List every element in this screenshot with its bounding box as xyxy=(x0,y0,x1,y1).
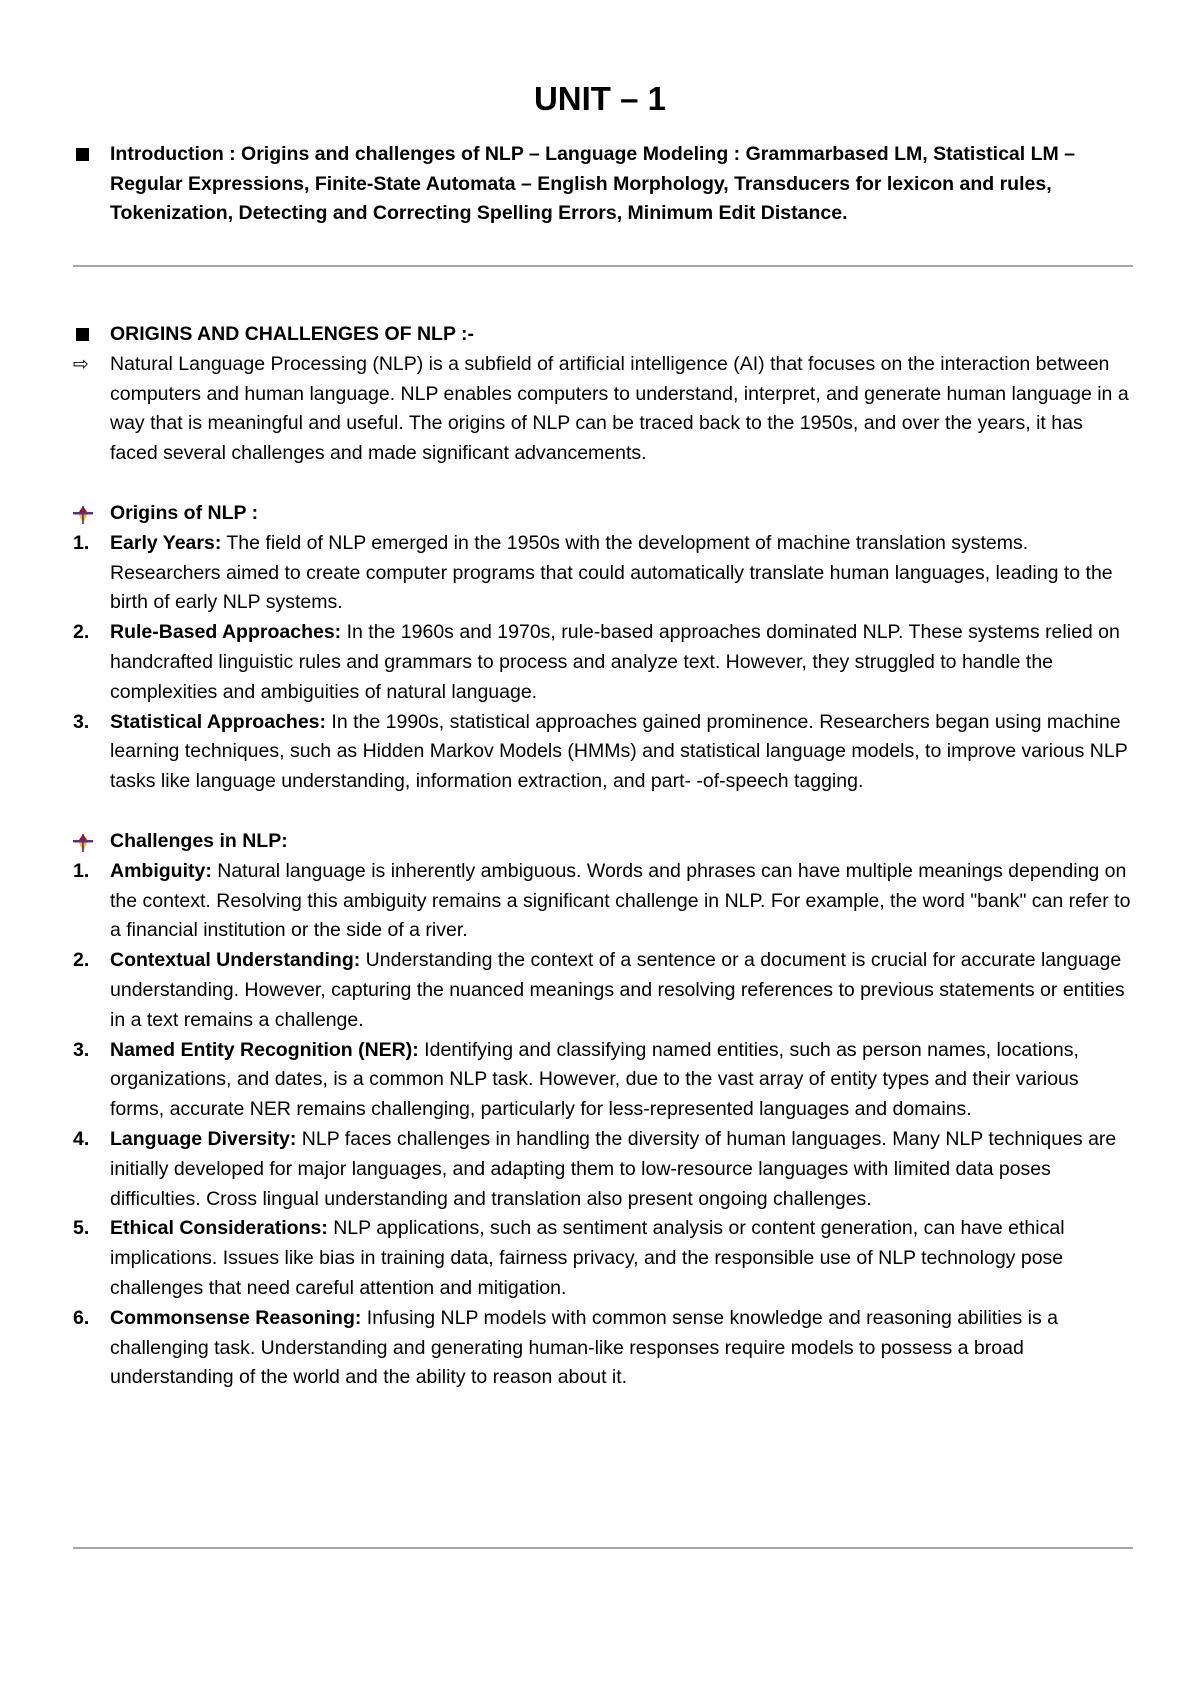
intro-paragraph: Natural Language Processing (NLP) is a subfield of artificial intelligence (AI) that focuses on the interaction between computers and human language. NLP enables computers to understand, interpret, and generate human language in a way that is meaningful and useful. The origins of NLP can be traced back to the 1950s, and over the years, it has faced several challenges and made significant advancements. xyxy=(110,352,1129,465)
origins-heading: Origins of NLP : xyxy=(110,501,259,524)
challenges-heading: Challenges in NLP: xyxy=(110,829,288,852)
pushpin-bullet-icon xyxy=(73,834,93,852)
list-item-text: In the 1960s and 1970s, rule-based approaches dominated NLP. These systems relied on handcrafted linguistic rules and grammars to process and analyze text. However, they struggled to handle the complexities and ambiguities of natural language. xyxy=(110,621,1120,703)
pushpin-bullet-icon xyxy=(73,506,93,524)
list-item-term: Ambiguity: xyxy=(110,859,212,882)
intro-paragraph-row xyxy=(73,350,1135,469)
list-item-text: Identifying and classifying named entities, such as person names, locations, organizations, and dates, is a common NLP task. However, due to the vast array of entity types and their various forms, accurate NER remains challenging, particularly for less-represented languages and domains. xyxy=(110,1038,1079,1121)
list-item-term: Contextual Understanding: xyxy=(110,949,361,972)
challenges-heading-row xyxy=(73,827,1135,857)
list-item-term: Named Entity Recognition (NER): xyxy=(110,1038,419,1061)
list-item-text: The field of NLP emerged in the 1950s with the development of machine translation systems. Researchers aimed to create computer programs that could automatically translate human languages, leading to the birth of early NLP systems. xyxy=(110,531,1113,614)
origins-list xyxy=(73,529,1135,797)
section-heading: ORIGINS AND CHALLENGES OF NLP :- xyxy=(110,323,475,345)
list-item-text: Natural language is inherently ambiguous. Words and phrases can have multiple meanings depending on the context. Resolving this ambiguity remains a significant challenge in NLP. For example, the word "bank" can refer to a financial institution or the side of a river. xyxy=(110,859,1131,942)
list-item-text: In the 1990s, statistical approaches gained prominence. Researchers began using machine learning techniques, such as Hidden Markov Models (HMMs) and statistical language models, to improve various NLP tasks like language understanding, information extraction, and part- -of-speech tagging. xyxy=(110,710,1128,793)
list-item-text: NLP applications, such as sentiment analysis or content generation, can have ethical implications. Issues like bias in training data, fairness privacy, and the responsible use of NLP technology pose challenges that need careful attention and mitigation. xyxy=(110,1217,1065,1299)
list-item xyxy=(73,1214,1135,1303)
syllabus-text: Introduction : Origins and challenges of NLP – Language Modeling : Grammarbased LM, Statistical LM – Regular Expressions, Finite-State Automata – English Morphology, Transducers for lexicon and rules, Tokenization, Detecting and Correcting Spelling Errors, Minimum Edit Distance. xyxy=(110,143,1076,224)
origins-heading-row xyxy=(73,499,1135,529)
list-item xyxy=(73,1036,1135,1125)
list-item-number: 3. xyxy=(73,1038,90,1061)
square-bullet-icon xyxy=(76,148,89,161)
list-item-number: 6. xyxy=(73,1306,90,1329)
horizontal-rule-bottom xyxy=(73,1547,1133,1549)
list-item xyxy=(73,1304,1135,1393)
list-item xyxy=(73,1125,1135,1214)
list-item xyxy=(73,946,1135,1035)
list-item xyxy=(73,618,1135,707)
list-item-number: 1. xyxy=(73,531,90,554)
list-item-term: Language Diversity: xyxy=(110,1127,297,1150)
list-item-number: 3. xyxy=(73,710,90,733)
list-item-text: Infusing NLP models with common sense knowledge and reasoning abilities is a challenging task. Understanding and generating human-like responses require models to possess a broad understanding of the world and the ability to reason about it. xyxy=(110,1306,1059,1389)
list-item xyxy=(73,857,1135,946)
section-heading-row xyxy=(73,320,1135,350)
list-item-term: Commonsense Reasoning: xyxy=(110,1306,362,1329)
list-item xyxy=(73,708,1135,797)
list-item-term: Ethical Considerations: xyxy=(110,1217,328,1240)
square-bullet-icon xyxy=(76,328,89,341)
list-item-number: 4. xyxy=(73,1127,90,1150)
list-item-number: 2. xyxy=(73,621,90,644)
list-item-number: 1. xyxy=(73,859,90,882)
unit-title: UNIT – 1 xyxy=(533,80,667,117)
syllabus-block xyxy=(73,140,1133,229)
list-item-number: 5. xyxy=(73,1217,90,1240)
horizontal-rule-top xyxy=(73,265,1133,267)
list-item-term: Early Years: xyxy=(110,531,222,554)
document-body xyxy=(73,320,1135,1393)
list-item-number: 2. xyxy=(73,949,90,972)
list-item xyxy=(73,529,1135,618)
list-item-term: Rule-Based Approaches: xyxy=(110,621,342,644)
list-item-text: Understanding the context of a sentence or a document is crucial for accurate language understanding. However, capturing the nuanced meanings and resolving references to previous statements or entities in a text remains a challenge. xyxy=(110,949,1125,1031)
list-item-term: Statistical Approaches: xyxy=(110,710,327,733)
arrow-bullet-icon: ⇨ xyxy=(73,353,89,375)
challenges-list xyxy=(73,857,1135,1393)
list-item-text: NLP faces challenges in handling the diversity of human languages. Many NLP techniques are initially developed for major languages, and adapting them to low-resource languages with limited data poses difficulties. Cross lingual understanding and translation also present ongoing challenges. xyxy=(110,1127,1117,1210)
